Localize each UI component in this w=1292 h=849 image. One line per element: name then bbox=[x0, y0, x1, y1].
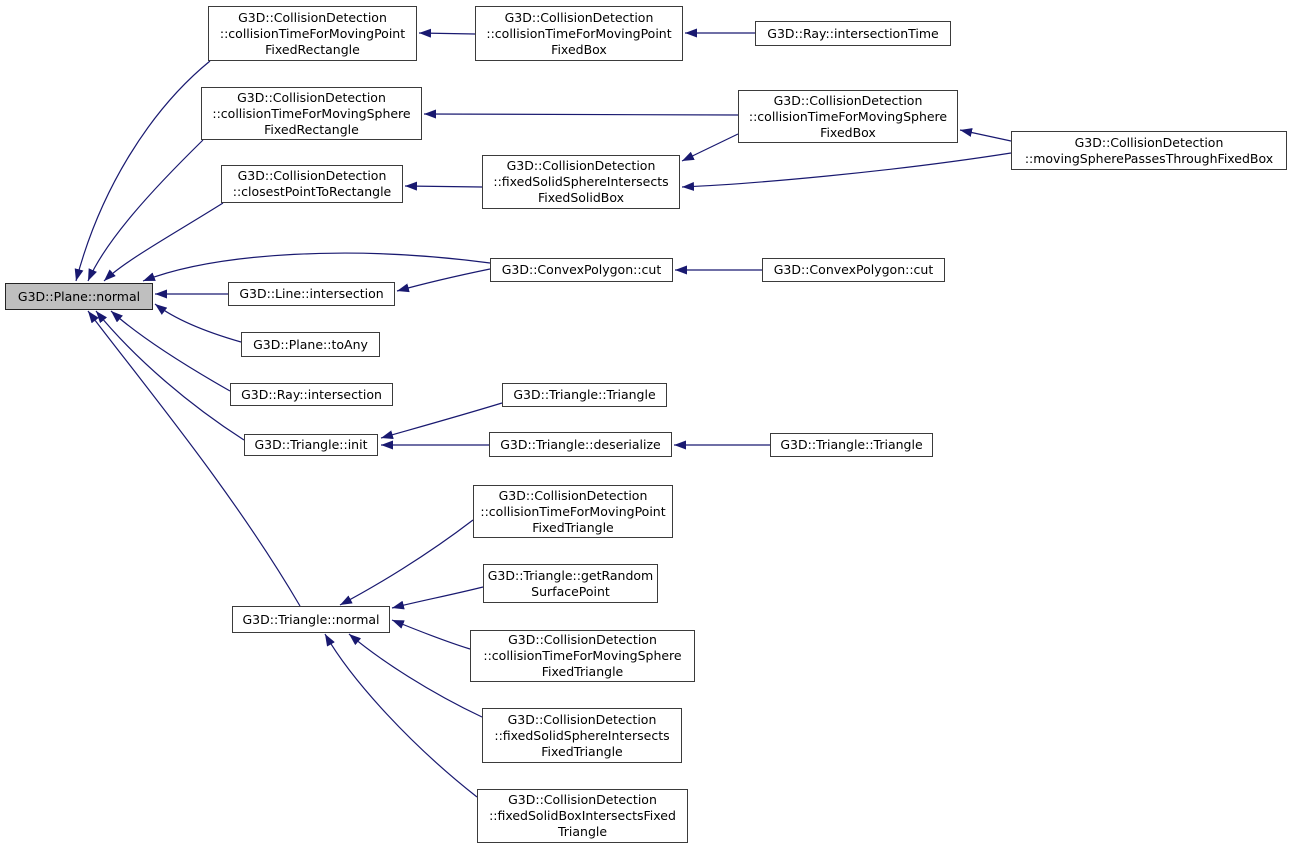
node-collision-time-for-moving-point-fixed-box[interactable] bbox=[475, 6, 683, 61]
node-label-line: FixedSolidBox bbox=[537, 190, 625, 205]
node-label-line: G3D::CollisionDetection bbox=[508, 632, 657, 647]
node-label-line: ::collisionTimeForMovingSphere bbox=[483, 648, 682, 663]
node-label-line: FixedRectangle bbox=[264, 121, 359, 137]
node-label-line: G3D::Plane::toAny bbox=[253, 336, 368, 352]
node-label-line: G3D::CollisionDetection bbox=[773, 92, 923, 108]
node-label-line: G3D::ConvexPolygon::cut bbox=[501, 262, 662, 277]
edge-collision-time-for-moving-point-fixed-triangle--to--triangle-normal bbox=[340, 520, 473, 605]
node-label-line: FixedTriangle bbox=[541, 743, 623, 759]
edge-moving-sphere-passes-through-fixed-box--to--fixed-solid-sphere-intersects-fixed-solid-box bbox=[682, 153, 1011, 187]
node-label-line: FixedTriangle bbox=[541, 664, 624, 679]
node-label-line: G3D::CollisionDetection bbox=[508, 792, 657, 807]
node-triangle-normal[interactable] bbox=[232, 606, 390, 633]
node-convex-polygon-cut[interactable] bbox=[490, 258, 673, 282]
node-label-line: G3D::Line::intersection bbox=[239, 286, 384, 301]
node-triangle-deserialize[interactable] bbox=[489, 432, 672, 457]
edge-plane-to-any--to--plane-normal bbox=[155, 304, 241, 342]
node-label-line: FixedBox bbox=[820, 124, 876, 140]
node-fixed-solid-sphere-intersects-fixed-triangle[interactable] bbox=[482, 708, 682, 763]
edge-convex-polygon-cut--to--plane-normal bbox=[143, 253, 490, 281]
node-label-line: G3D::CollisionDetection bbox=[507, 711, 657, 727]
node-fixed-solid-sphere-intersects-fixed-solid-box[interactable] bbox=[482, 155, 680, 209]
node-collision-time-for-moving-sphere-fixed-rectangle[interactable] bbox=[201, 87, 422, 140]
node-ray-intersection-time[interactable] bbox=[755, 21, 951, 46]
node-label-line: ::collisionTimeForMovingPoint bbox=[480, 503, 666, 519]
node-label-line: ::closestPointToRectangle bbox=[232, 184, 392, 199]
node-collision-time-for-moving-point-fixed-rectangle[interactable] bbox=[208, 6, 417, 61]
node-label-line: G3D::Triangle::Triangle bbox=[780, 437, 923, 452]
edge-convex-polygon-cut--to--line-intersection bbox=[397, 269, 490, 291]
edge-fixed-solid-box-intersects-fixed-triangle--to--triangle-normal bbox=[325, 634, 477, 797]
node-label-line: G3D::CollisionDetection bbox=[238, 9, 387, 25]
edge-collision-time-for-moving-point-fixed-rectangle--to--plane-normal bbox=[76, 61, 210, 281]
node-plane-normal bbox=[5, 283, 153, 310]
node-moving-sphere-passes-through-fixed-box[interactable] bbox=[1011, 131, 1287, 170]
edge-triangle-init--to--plane-normal bbox=[96, 311, 244, 440]
node-convex-polygon-cut-caller[interactable] bbox=[762, 258, 945, 282]
node-label-line: G3D::Triangle::Triangle bbox=[513, 387, 656, 402]
node-label-line: ::fixedSolidBoxIntersectsFixed bbox=[489, 808, 676, 823]
node-label-line: ::collisionTimeForMovingPoint bbox=[219, 25, 406, 41]
node-label-line: G3D::ConvexPolygon::cut bbox=[773, 262, 934, 277]
edge-collision-time-for-moving-sphere-fixed-triangle--to--triangle-normal bbox=[392, 620, 470, 649]
node-label-line: G3D::CollisionDetection bbox=[504, 9, 654, 25]
edge-closest-point-to-rectangle--to--plane-normal bbox=[104, 203, 223, 281]
node-label-line: G3D::Triangle::normal bbox=[242, 611, 380, 627]
node-label-line: G3D::CollisionDetection bbox=[498, 487, 648, 503]
node-label-line: ::collisionTimeForMovingPoint bbox=[486, 25, 672, 41]
node-label-line: G3D::Triangle::deserialize bbox=[500, 436, 661, 452]
node-label-line: SurfacePoint bbox=[531, 583, 610, 599]
node-label-line: ::collisionTimeForMovingSphere bbox=[212, 105, 411, 121]
node-label-line: G3D::Ray::intersection bbox=[241, 386, 382, 402]
edge-moving-sphere-passes-through-fixed-box--to--collision-time-for-moving-sphere-fixed-box bbox=[960, 130, 1011, 141]
node-triangle-triangle-via-deserialize[interactable] bbox=[770, 433, 933, 457]
node-label-line: ::movingSpherePassesThroughFixedBox bbox=[1024, 150, 1274, 166]
node-label-line: FixedBox bbox=[551, 41, 607, 57]
edge-collision-time-for-moving-sphere-fixed-rectangle--to--plane-normal bbox=[88, 140, 203, 281]
node-collision-time-for-moving-sphere-fixed-triangle[interactable] bbox=[470, 630, 695, 682]
node-label-line: ::fixedSolidSphereIntersects bbox=[493, 174, 669, 189]
edge-collision-time-for-moving-sphere-fixed-box--to--fixed-solid-sphere-intersects-fixed-solid-box bbox=[682, 134, 738, 161]
node-label-line: G3D::CollisionDetection bbox=[237, 89, 386, 105]
node-plane-to-any[interactable] bbox=[241, 332, 380, 357]
edge-collision-time-for-moving-point-fixed-box--to--collision-time-for-moving-point-fixed-rectangle bbox=[419, 33, 475, 34]
node-line-intersection[interactable] bbox=[228, 282, 395, 306]
node-label-line: G3D::Triangle::init bbox=[254, 437, 368, 452]
node-closest-point-to-rectangle[interactable] bbox=[221, 165, 403, 203]
node-collision-time-for-moving-sphere-fixed-box[interactable] bbox=[738, 90, 958, 143]
node-label-line: ::collisionTimeForMovingSphere bbox=[748, 108, 948, 124]
node-triangle-get-random-surface-point[interactable] bbox=[483, 564, 658, 603]
edge-collision-time-for-moving-sphere-fixed-box--to--collision-time-for-moving-sphere-fixed-rectangle bbox=[424, 114, 738, 115]
node-label-line: G3D::Ray::intersectionTime bbox=[767, 25, 939, 41]
edge-triangle-triangle-via-init--to--triangle-init bbox=[381, 403, 502, 438]
node-label-line: Triangle bbox=[557, 824, 608, 839]
node-label-line: ::fixedSolidSphereIntersects bbox=[494, 727, 670, 743]
node-label-line: G3D::Plane::normal bbox=[17, 288, 141, 304]
edge-triangle-get-random-surface-point--to--triangle-normal bbox=[392, 587, 483, 608]
node-ray-intersection[interactable] bbox=[230, 383, 393, 406]
node-triangle-triangle-via-init[interactable] bbox=[502, 383, 667, 407]
node-label-line: G3D::Triangle::getRandom bbox=[487, 567, 654, 583]
node-label-line: G3D::CollisionDetection bbox=[506, 158, 656, 173]
edge-ray-intersection--to--plane-normal bbox=[111, 311, 230, 391]
node-label-line: FixedRectangle bbox=[265, 41, 360, 57]
edge-fixed-solid-sphere-intersects-fixed-solid-box--to--closest-point-to-rectangle bbox=[405, 186, 482, 187]
node-label-line: G3D::CollisionDetection bbox=[1074, 134, 1224, 150]
node-fixed-solid-box-intersects-fixed-triangle[interactable] bbox=[477, 789, 688, 843]
node-label-line: FixedTriangle bbox=[532, 519, 614, 535]
node-triangle-init[interactable] bbox=[244, 434, 378, 456]
node-collision-time-for-moving-point-fixed-triangle[interactable] bbox=[473, 485, 673, 538]
node-label-line: G3D::CollisionDetection bbox=[237, 168, 387, 183]
